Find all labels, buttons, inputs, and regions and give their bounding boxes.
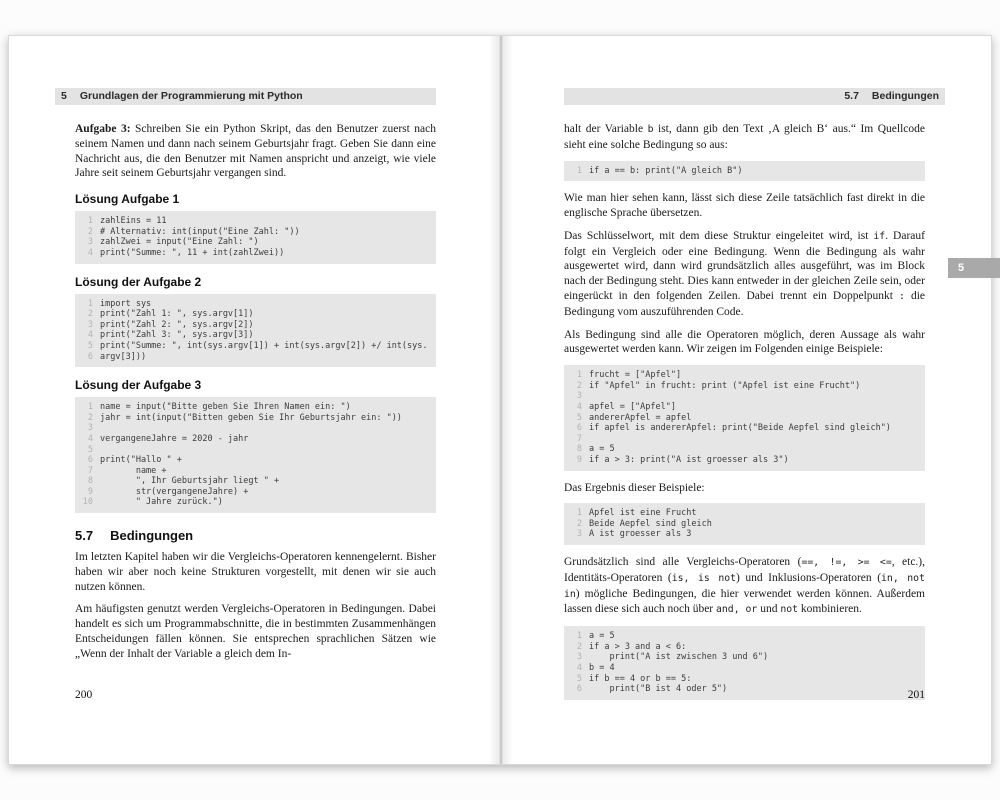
- code-line: [570, 370, 921, 381]
- code-line: [81, 320, 432, 331]
- line-number: 5: [576, 412, 582, 423]
- text-run: kombinieren.: [798, 603, 862, 616]
- line-number: 2: [87, 412, 93, 423]
- code-line: [81, 423, 432, 434]
- code-line: [570, 455, 921, 466]
- code-line: [570, 674, 921, 685]
- code-text: argv[3])): [100, 351, 147, 362]
- running-head-section-title: Bedingungen: [871, 90, 939, 102]
- paragraph: [75, 550, 436, 594]
- code-text: Apfel ist eine Frucht: [589, 508, 697, 519]
- code-listing: [564, 161, 925, 182]
- code-line: [570, 642, 921, 653]
- code-text: vergangeneJahre = 2020 - jahr: [100, 433, 249, 444]
- line-number: 4: [87, 330, 93, 341]
- code-text: if a > 3: print("A ist groesser als 3"): [589, 454, 789, 465]
- text-run: und: [757, 603, 781, 616]
- text-run: ) mögliche Bedingungen, die hier verwendet werden können. Außerdem lassen diese sich auch noch über: [564, 587, 925, 616]
- code-text: jahr = int(input("Bitten geben Sie Ihr Geburtsjahr ein: ")): [100, 412, 402, 423]
- line-number: 1: [576, 165, 582, 176]
- subsection-heading: Lösung Aufgabe 1: [75, 192, 180, 207]
- code-line: [81, 299, 432, 310]
- text-run: Schreiben Sie ein Python Skript, das den Benutzer zuerst nach seinem Namen und dann nach seinem Geburtsjahr fragt. Geben Sie dann eine Nachricht aus, die den Benutzer mit Namen anspricht und anzeigt, wie viele Jahre seit seinem Geburtsjahr vergangen sind.: [75, 123, 436, 180]
- code-line: [81, 341, 432, 352]
- code-line: [570, 631, 921, 642]
- line-number: 1: [87, 402, 93, 413]
- code-line: [81, 227, 432, 238]
- code-text: print("Zahl 3: ", sys.argv[3]): [100, 330, 254, 341]
- line-number: 8: [87, 476, 93, 487]
- inline-code: if: [873, 230, 886, 242]
- left-page-content: [75, 122, 436, 671]
- code-listing: [564, 503, 925, 545]
- code-text: if a == b: print("A gleich B"): [589, 165, 743, 176]
- line-number: 3: [87, 319, 93, 330]
- section-heading-title: Bedingungen: [110, 528, 194, 544]
- text-run: , etc.), Identitäts-Operatoren (: [564, 556, 926, 584]
- code-text: name +: [100, 465, 167, 476]
- line-number: 4: [576, 663, 582, 674]
- code-text: A ist groesser als 3: [589, 529, 692, 540]
- code-text: Beide Aepfel sind gleich: [589, 518, 712, 529]
- code-text: frucht = ["Apfel"]: [589, 370, 682, 381]
- inline-code: a: [215, 648, 222, 660]
- page-number-right: 201: [907, 689, 925, 701]
- inline-code: in, not in: [564, 572, 925, 600]
- code-text: print("B ist 4 oder 5"): [589, 684, 728, 695]
- right-page: [500, 36, 991, 764]
- text-run: . Darauf folgt ein Vergleich oder eine Bedingung. Wenn die Bedingung als wahr ausgewertet wird, dann wird grundsätzlich alles ausgeführt, was im Block nach der Bedingung steht. Dies kann entweder in der gleichen Zeile sein, oder eingerückt in den folgenden Zeilen. Dabei trennt ein Doppelpunkt: [564, 229, 925, 302]
- code-line: [81, 309, 432, 320]
- line-number: 2: [576, 518, 582, 529]
- code-line: [570, 391, 921, 402]
- code-listing: [75, 211, 436, 263]
- code-text: print("Summe: ", 11 + int(zahlZwei)): [100, 247, 285, 258]
- bold-lead: Aufgabe 3:: [75, 123, 136, 135]
- code-listing: [75, 294, 436, 368]
- text-run: Das Ergebnis dieser Beispiele:: [564, 481, 705, 494]
- paragraph: [75, 122, 436, 181]
- line-number: 4: [576, 401, 582, 412]
- left-page: [9, 36, 500, 764]
- inline-code: and, or: [716, 604, 758, 616]
- line-number: 2: [87, 226, 93, 237]
- line-number: 2: [576, 641, 582, 652]
- code-text: str(vergangeneJahre) +: [100, 486, 249, 497]
- code-line: [81, 237, 432, 248]
- paragraph: [564, 191, 925, 221]
- line-number: 9: [87, 486, 93, 497]
- code-line: [81, 476, 432, 487]
- paragraph: [564, 122, 925, 153]
- code-text: # Alternativ: int(input("Eine Zahl: ")): [100, 226, 300, 237]
- code-text: if apfel is andererApfel: print("Beide Aepfel sind gleich"): [589, 423, 891, 434]
- text-run: ist, dann gib den Text ‚A gleich B‘ aus.“ Im Quellcode sieht eine solche Bedingung so aus:: [564, 123, 925, 151]
- code-line: [570, 166, 921, 177]
- line-number: 7: [87, 465, 93, 476]
- subsection-heading: Lösung der Aufgabe 3: [75, 378, 202, 393]
- line-number: 6: [576, 684, 582, 695]
- line-number: 10: [82, 497, 93, 508]
- book-spread: [8, 35, 992, 765]
- code-text: ", Ihr Geburtsjahr liegt " +: [100, 476, 280, 487]
- line-number: 1: [576, 631, 582, 642]
- line-number: 3: [576, 652, 582, 663]
- code-line: [570, 434, 921, 445]
- code-text: b = 4: [589, 663, 615, 674]
- code-line: [81, 497, 432, 508]
- code-line: [570, 381, 921, 392]
- line-number: 5: [87, 340, 93, 351]
- code-line: [81, 434, 432, 445]
- code-text: zahlZwei = input("Eine Zahl: "): [100, 237, 259, 248]
- code-text: print("Hallo " +: [100, 455, 182, 466]
- line-number: 5: [87, 444, 93, 455]
- line-number: 5: [576, 673, 582, 684]
- code-text: print("Zahl 2: ", sys.argv[2]): [100, 319, 254, 330]
- right-page-content: [564, 122, 925, 710]
- text-run: Grundsätzlich sind alle Vergleichs-Operatoren (: [564, 556, 802, 569]
- section-heading-number: 5.7: [75, 528, 94, 544]
- line-number: 1: [87, 216, 93, 227]
- running-head-section-number: 5.7: [844, 90, 859, 102]
- text-run: Wie man hier sehen kann, lässt sich diese Zeile tatsächlich fast direkt in die englische Sprache übersetzen.: [564, 192, 925, 219]
- chapter-tab: 5: [948, 258, 1000, 278]
- code-line: [570, 663, 921, 674]
- code-line: [81, 455, 432, 466]
- code-text: import sys: [100, 298, 152, 309]
- code-text: name = input("Bitte geben Sie Ihren Namen ein: "): [100, 402, 351, 413]
- text-run: ) und Inklusions-Operatoren (: [736, 571, 882, 584]
- paragraph: [564, 229, 925, 320]
- code-text: andererApfel = apfel: [589, 412, 692, 423]
- line-number: 3: [576, 391, 582, 402]
- line-number: 1: [576, 370, 582, 381]
- line-number: 6: [87, 455, 93, 466]
- line-number: 2: [576, 380, 582, 391]
- code-line: [570, 423, 921, 434]
- code-text: a = 5: [589, 631, 615, 642]
- code-line: [570, 519, 921, 530]
- code-line: [570, 529, 921, 540]
- code-line: [81, 487, 432, 498]
- code-text: print("Zahl 1: ", sys.argv[1]): [100, 309, 254, 320]
- subsection-heading: Lösung der Aufgabe 2: [75, 274, 202, 289]
- code-line: [81, 466, 432, 477]
- code-line: [81, 445, 432, 456]
- paragraph: [75, 602, 436, 662]
- code-line: [570, 444, 921, 455]
- code-line: [570, 652, 921, 663]
- line-number: 4: [87, 433, 93, 444]
- code-text: if "Apfel" in frucht: print ("Apfel ist eine Frucht"): [589, 380, 861, 391]
- line-number: 1: [87, 298, 93, 309]
- paragraph: [564, 481, 925, 496]
- code-line: [81, 216, 432, 227]
- code-line: [570, 413, 921, 424]
- code-line: [81, 352, 432, 363]
- running-head-right: [564, 88, 945, 105]
- code-text: a = 5: [589, 444, 615, 455]
- inline-code: not: [780, 604, 799, 616]
- inline-code: :: [899, 290, 905, 302]
- page-number-left: 200: [75, 689, 93, 701]
- inline-code: is, is not: [671, 572, 737, 584]
- line-number: 3: [87, 423, 93, 434]
- line-number: 8: [576, 444, 582, 455]
- code-line: [570, 508, 921, 519]
- code-listing: [75, 397, 436, 513]
- text-run: die Bedingung vom auszuführenden Code.: [564, 289, 925, 318]
- section-heading: [75, 528, 436, 543]
- paragraph: [564, 328, 925, 358]
- code-text: if b == 4 or b == 5:: [589, 673, 692, 684]
- line-number: 6: [87, 351, 93, 362]
- text-run: gleich dem In-: [221, 647, 292, 660]
- inline-code: b: [647, 124, 654, 135]
- line-number: 6: [576, 423, 582, 434]
- running-head-chapter-title: Grundlagen der Programmierung mit Python: [79, 90, 303, 102]
- code-text: " Jahre zurück."): [100, 497, 223, 508]
- code-listing: [564, 365, 925, 470]
- code-line: [81, 402, 432, 413]
- code-text: if a > 3 and a < 6:: [589, 641, 687, 652]
- text-run: Im letzten Kapitel haben wir die Vergleichs-Operatoren kennengelernt. Bisher haben wir aber noch keine Strukturen vorgestellt, mit denen wir sie auch nutzen können.: [75, 551, 436, 593]
- text-run: halt der Variable: [564, 123, 648, 135]
- text-run: Das Schlüsselwort, mit dem diese Struktur eingeleitet wird, ist: [564, 229, 874, 242]
- code-text: print("Summe: ", int(sys.argv[1]) + int(sys.argv[2]) +/ int(sys.: [100, 340, 428, 351]
- paragraph: [564, 555, 925, 618]
- line-number: 3: [576, 529, 582, 540]
- line-number: 4: [87, 247, 93, 258]
- code-text: zahlEins = 11: [100, 216, 167, 227]
- line-number: 7: [576, 433, 582, 444]
- inline-code: ==, !=, >= <=: [801, 557, 892, 569]
- line-number: 2: [87, 309, 93, 320]
- text-run: Als Bedingung sind alle die Operatoren möglich, deren Aussage als wahr ausgewertet werden kann. Wir zeigen im Folgenden einige Beispiele:: [564, 328, 925, 356]
- running-head-chapter-number: 5: [61, 90, 67, 102]
- running-head-left: [55, 88, 436, 105]
- code-line: [570, 402, 921, 413]
- code-line: [81, 330, 432, 341]
- line-number: 1: [576, 508, 582, 519]
- code-text: print("A ist zwischen 3 und 6"): [589, 652, 769, 663]
- line-number: 9: [576, 454, 582, 465]
- line-number: 3: [87, 237, 93, 248]
- code-line: [81, 248, 432, 259]
- code-text: apfel = ["Apfel"]: [589, 401, 676, 412]
- text-run: Am häufigsten genutzt werden Vergleichs-Operatoren in Bedingungen. Dabei handelt es sich um Programmabschnitte, die in bestimmten Zusammenhängen Entscheidungen fällen können. Sie entsprechen sprachlichen Sätzen wie „Wenn der Inhalt der Variable: [75, 603, 436, 660]
- code-line: [81, 413, 432, 424]
